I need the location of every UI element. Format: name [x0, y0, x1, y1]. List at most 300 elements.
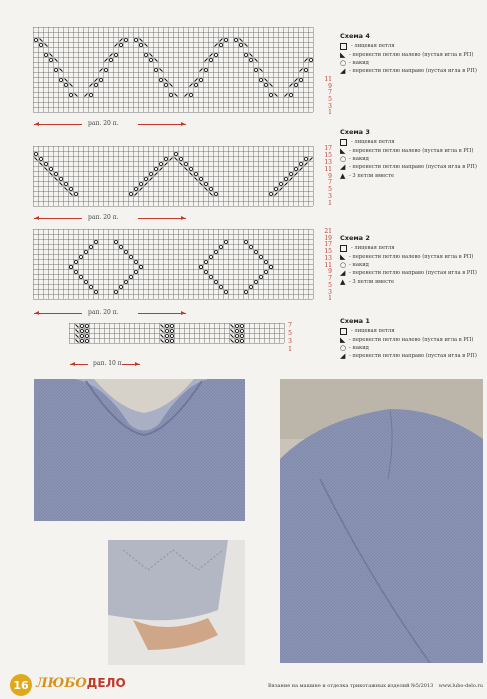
yarn-over-symbol — [85, 334, 88, 337]
legend-text: - перенести петлю направо (пустая игла в РП) — [349, 270, 477, 277]
scheme-2-rapport-arrow-right — [138, 313, 186, 314]
circle-icon: ○ — [340, 59, 347, 68]
yarn-over-symbol — [69, 187, 72, 190]
transfer-left-symbol — [76, 330, 79, 333]
transfer-right-symbol — [110, 54, 113, 57]
legend-text: - перенести петлю налево (пустая игла в РП) — [349, 148, 474, 154]
yarn-over-symbol — [194, 172, 197, 175]
yarn-over-symbol — [219, 285, 222, 288]
yarn-over-symbol — [84, 250, 87, 253]
legend-item — [340, 52, 482, 58]
row-number: 3 — [328, 288, 332, 296]
yarn-over-symbol — [240, 339, 243, 342]
yarn-over-symbol — [209, 255, 212, 258]
yarn-over-symbol — [194, 83, 197, 86]
transfer-right-symbol — [290, 178, 293, 181]
yarn-over-symbol — [85, 324, 88, 327]
yarn-over-symbol — [269, 93, 272, 96]
legend-text: - лицевая петля — [351, 43, 395, 49]
yarn-over-symbol — [209, 187, 212, 190]
yarn-over-symbol — [149, 58, 152, 61]
scheme-4-rapport: рап. 20 п. — [88, 120, 119, 127]
row-number: 11 — [324, 76, 332, 83]
yarn-over-symbol — [154, 167, 157, 170]
website-link[interactable]: www.lubo-delo.ru — [438, 683, 483, 689]
row-number: 17 — [324, 145, 332, 152]
row-number: 9 — [328, 172, 332, 180]
row-number: 7 — [328, 89, 332, 97]
yarn-over-symbol — [259, 78, 262, 81]
yarn-over-symbol — [124, 250, 127, 253]
scheme-2-chart — [33, 229, 314, 300]
scheme-2-rapport-arrow — [34, 313, 82, 314]
yarn-over-symbol — [169, 93, 172, 96]
scheme-1-row-numbers — [280, 323, 292, 355]
yarn-over-symbol — [59, 177, 62, 180]
transfer-left-symbol — [160, 69, 163, 72]
transfer-right-symbol — [100, 69, 103, 72]
yarn-over-symbol — [240, 324, 243, 327]
transfer-left-symbol — [60, 183, 63, 186]
yarn-over-symbol — [199, 177, 202, 180]
transfer-right-symbol — [280, 188, 283, 191]
scheme-3-row-numbers — [320, 146, 332, 208]
yarn-over-symbol — [189, 93, 192, 96]
yarn-over-symbol — [124, 280, 127, 283]
stitch-grid — [69, 323, 285, 344]
triple-icon: ▲ — [340, 171, 346, 180]
transfer-left-symbol — [190, 173, 193, 176]
yarn-over-symbol — [109, 58, 112, 61]
yarn-over-symbol — [214, 280, 217, 283]
row-number: 13 — [324, 158, 332, 166]
transfer-right-symbol — [160, 168, 163, 171]
transfer-left-symbol — [170, 84, 173, 87]
yarn-over-symbol — [119, 43, 122, 46]
yarn-over-symbol — [170, 324, 173, 327]
yarn-over-symbol — [254, 68, 257, 71]
yarn-over-symbol — [64, 182, 67, 185]
yarn-over-symbol — [69, 93, 72, 96]
yarn-over-symbol — [49, 58, 52, 61]
yarn-over-symbol — [289, 93, 292, 96]
row-number: 11 — [324, 165, 332, 173]
transfer-left-symbol — [75, 94, 78, 97]
transfer-right-symbol — [135, 193, 138, 196]
legend-text: - 3 петли вместе — [349, 172, 395, 179]
stitch-grid — [33, 229, 314, 300]
row-number: 9 — [328, 268, 332, 276]
yarn-over-symbol — [54, 68, 57, 71]
yarn-over-symbol — [284, 177, 287, 180]
yarn-over-symbol — [299, 162, 302, 165]
transfer-left-symbol — [240, 39, 243, 42]
yarn-over-symbol — [44, 53, 47, 56]
legend-item — [340, 254, 482, 260]
yarn-over-symbol — [134, 260, 137, 263]
yarn-over-symbol — [294, 167, 297, 170]
scheme-3-rapport-arrow — [34, 218, 82, 219]
circle-icon: ○ — [340, 155, 347, 164]
legend-text: - накид — [349, 156, 369, 163]
transfer-left-symbol — [231, 340, 234, 343]
transfer-right-symbol — [275, 193, 278, 196]
yarn-over-symbol — [289, 172, 292, 175]
transfer-right-symbol — [290, 84, 293, 87]
circle-icon: ○ — [340, 344, 347, 353]
yarn-over-symbol — [214, 53, 217, 56]
legend-text: - лицевая петля — [351, 328, 395, 334]
scheme-1-legend — [340, 317, 482, 362]
yarn-over-symbol — [165, 329, 168, 332]
stitch-grid — [33, 27, 314, 113]
square-icon — [340, 245, 347, 252]
transfer-left-symbol — [165, 79, 168, 82]
yarn-over-symbol — [119, 285, 122, 288]
scheme-4-legend — [340, 32, 482, 77]
footer-info — [268, 683, 483, 689]
yarn-over-symbol — [159, 78, 162, 81]
yarn-over-symbol — [204, 68, 207, 71]
row-number: 3 — [288, 338, 292, 345]
yarn-over-symbol — [114, 53, 117, 56]
triple-icon: ▲ — [340, 277, 346, 286]
yarn-over-symbol — [80, 324, 83, 327]
yarn-over-symbol — [80, 339, 83, 342]
transfer-left-symbol — [210, 193, 213, 196]
legend-item — [340, 328, 482, 335]
yarn-over-symbol — [264, 260, 267, 263]
scheme-title: Схема 4 — [340, 32, 370, 40]
legend-text: - 3 петли вместе — [349, 278, 395, 285]
row-number: 1 — [328, 295, 332, 303]
yarn-over-symbol — [34, 152, 37, 155]
transfer-left-symbol — [45, 168, 48, 171]
yarn-over-symbol — [54, 172, 57, 175]
yarn-over-symbol — [189, 167, 192, 170]
yarn-over-symbol — [129, 275, 132, 278]
transfer-left-symbol — [70, 84, 73, 87]
yarn-over-symbol — [234, 38, 237, 41]
scheme-4-row-numbers — [320, 77, 332, 117]
yarn-over-symbol — [259, 255, 262, 258]
transfer-right-symbol — [295, 79, 298, 82]
yarn-over-symbol — [144, 177, 147, 180]
transfer-left-symbol — [270, 84, 273, 87]
yarn-over-symbol — [244, 240, 247, 243]
yarn-over-symbol — [309, 58, 312, 61]
yarn-over-symbol — [79, 275, 82, 278]
scheme-1-rapport-arrow-right — [122, 364, 140, 365]
yarn-over-symbol — [94, 240, 97, 243]
row-number: 5 — [328, 281, 332, 289]
scheme-2-legend — [340, 234, 482, 287]
yarn-over-symbol — [204, 182, 207, 185]
yarn-over-symbol — [170, 334, 173, 337]
yarn-over-symbol — [134, 38, 137, 41]
row-number: 7 — [288, 322, 292, 329]
row-number: 3 — [328, 102, 332, 110]
row-number: 21 — [324, 228, 332, 235]
scheme-4-rapport-arrow-right — [138, 124, 186, 125]
transfer-right-symbol — [150, 178, 153, 181]
yarn-over-symbol — [84, 280, 87, 283]
scheme-1-rapport: рап. 10 п. — [93, 360, 124, 367]
scheme-title: Схема 1 — [340, 317, 370, 325]
transfer-right-symbol — [170, 158, 173, 161]
cuff-photo — [108, 540, 245, 665]
transfer-left-symbol — [35, 158, 38, 161]
yarn-over-symbol — [80, 329, 83, 332]
transfer-left-symbol — [76, 335, 79, 338]
transfer-left-symbol — [161, 330, 164, 333]
yarn-over-symbol — [134, 187, 137, 190]
page-number-badge: 16 — [10, 674, 32, 696]
transfer-left-symbol — [255, 59, 258, 62]
legend-text: - накид — [349, 262, 369, 269]
transfer-right-symbol — [220, 39, 223, 42]
transfer-left-symbol — [76, 340, 79, 343]
legend-item — [340, 279, 482, 285]
transfer-left-symbol — [60, 69, 63, 72]
transfer-right-symbol — [140, 188, 143, 191]
transfer-right-symbol — [190, 84, 193, 87]
legend-text: - перенести петлю налево (пустая игла в РП) — [349, 52, 474, 58]
yarn-over-symbol — [124, 38, 127, 41]
transfer-right-symbol — [95, 79, 98, 82]
yarn-over-symbol — [264, 270, 267, 273]
yarn-over-symbol — [249, 285, 252, 288]
transfer-right-symbol — [155, 173, 158, 176]
scheme-3-rapport-arrow-right — [138, 218, 186, 219]
square-icon — [340, 139, 347, 146]
row-number: 11 — [324, 261, 332, 269]
scheme-4-rapport-arrow — [34, 124, 82, 125]
transfer-right-symbol — [305, 163, 308, 166]
yarn-over-symbol — [85, 329, 88, 332]
yarn-over-symbol — [199, 78, 202, 81]
yarn-over-symbol — [209, 275, 212, 278]
yarn-over-symbol — [235, 339, 238, 342]
legend-text: - перенести петлю налево (пустая игла в РП) — [349, 254, 474, 260]
legend-text: - лицевая петля — [351, 139, 395, 145]
neckline-photo — [34, 379, 245, 521]
transfer-left-symbol — [40, 39, 43, 42]
yarn-over-symbol — [99, 78, 102, 81]
page-footer — [0, 670, 487, 699]
yarn-over-symbol — [134, 270, 137, 273]
scheme-2-rapport: рап. 20 п. — [88, 309, 119, 316]
scheme-3-legend — [340, 128, 482, 181]
stitch-grid — [33, 146, 314, 207]
yarn-over-symbol — [304, 68, 307, 71]
yarn-over-symbol — [254, 250, 257, 253]
row-number: 15 — [324, 151, 332, 159]
yarn-over-symbol — [244, 53, 247, 56]
yarn-over-symbol — [74, 260, 77, 263]
legend-text: - перенести петлю направо (пустая игла в РП) — [349, 164, 477, 171]
transfer-left-symbol — [50, 173, 53, 176]
yarn-over-symbol — [165, 339, 168, 342]
yarn-over-symbol — [279, 182, 282, 185]
yarn-over-symbol — [64, 83, 67, 86]
transfer-left-symbol — [65, 188, 68, 191]
transfer-left-symbol — [205, 188, 208, 191]
transfer-left-symbol — [161, 335, 164, 338]
right-slant-icon: ◢ — [340, 269, 346, 278]
transfer-left-symbol — [55, 59, 58, 62]
yarn-over-symbol — [94, 290, 97, 293]
yarn-over-symbol — [154, 68, 157, 71]
transfer-left-symbol — [231, 330, 234, 333]
yarn-over-symbol — [235, 324, 238, 327]
row-number: 3 — [328, 193, 332, 201]
yarn-over-symbol — [239, 43, 242, 46]
magazine-logo — [36, 676, 126, 691]
yarn-over-symbol — [249, 58, 252, 61]
transfer-left-symbol — [175, 158, 178, 161]
transfer-right-symbol — [205, 59, 208, 62]
legend-text: - накид — [349, 345, 369, 352]
legend-text: - перенести петлю налево (пустая игла в РП) — [349, 337, 474, 343]
legend-item — [340, 156, 482, 162]
scheme-1-chart — [69, 323, 285, 344]
transfer-left-symbol — [180, 163, 183, 166]
yarn-over-symbol — [224, 240, 227, 243]
row-number: 1 — [288, 346, 292, 353]
square-icon — [340, 328, 347, 335]
transfer-right-symbol — [310, 158, 313, 161]
yarn-over-symbol — [294, 83, 297, 86]
yarn-over-symbol — [224, 38, 227, 41]
yarn-over-symbol — [74, 192, 77, 195]
yarn-over-symbol — [74, 270, 77, 273]
legend-text: - лицевая петля — [351, 245, 395, 251]
yarn-over-symbol — [219, 43, 222, 46]
transfer-left-symbol — [161, 340, 164, 343]
transfer-right-symbol — [145, 183, 148, 186]
yarn-over-symbol — [259, 275, 262, 278]
logo-main: ЛЮБО — [36, 676, 87, 691]
logo-accent: ДЕЛО — [86, 676, 126, 690]
yarn-over-symbol — [129, 255, 132, 258]
scheme-4-chart — [33, 27, 314, 113]
yarn-over-symbol — [165, 324, 168, 327]
scheme-title: Схема 2 — [340, 234, 370, 242]
scheme-1-rapport-arrow — [70, 364, 88, 365]
transfer-right-symbol — [195, 79, 198, 82]
left-slant-icon: ◣ — [340, 253, 346, 261]
transfer-left-symbol — [185, 168, 188, 171]
transfer-left-symbol — [275, 94, 278, 97]
yarn-over-symbol — [235, 329, 238, 332]
row-number: 15 — [324, 248, 332, 256]
transfer-left-symbol — [50, 54, 53, 57]
legend-item — [340, 68, 482, 74]
row-number: 17 — [324, 241, 332, 249]
transfer-right-symbol — [105, 59, 108, 62]
transfer-left-symbol — [155, 59, 158, 62]
right-slant-icon: ◢ — [340, 67, 346, 76]
yarn-over-symbol — [299, 78, 302, 81]
legend-item — [340, 245, 482, 252]
yarn-over-symbol — [139, 265, 142, 268]
transfer-left-symbol — [231, 335, 234, 338]
yarn-over-symbol — [179, 157, 182, 160]
yarn-over-symbol — [235, 334, 238, 337]
yarn-over-symbol — [85, 339, 88, 342]
transfer-left-symbol — [140, 39, 143, 42]
legend-item — [340, 164, 482, 170]
yarn-over-symbol — [209, 58, 212, 61]
scheme-3-rapport: рап. 20 п. — [88, 214, 119, 221]
legend-item — [340, 270, 482, 276]
yarn-over-symbol — [39, 43, 42, 46]
yarn-over-symbol — [269, 192, 272, 195]
transfer-left-symbol — [145, 44, 148, 47]
row-number: 9 — [328, 82, 332, 90]
yarn-over-symbol — [184, 162, 187, 165]
transfer-right-symbol — [120, 39, 123, 42]
yarn-over-symbol — [204, 270, 207, 273]
yarn-over-symbol — [114, 240, 117, 243]
yarn-over-symbol — [199, 265, 202, 268]
yarn-over-symbol — [89, 285, 92, 288]
row-number: 13 — [324, 254, 332, 262]
yarn-over-symbol — [304, 157, 307, 160]
row-number: 7 — [328, 275, 332, 283]
square-icon — [340, 43, 347, 50]
transfer-left-symbol — [250, 54, 253, 57]
transfer-right-symbol — [210, 54, 213, 57]
transfer-right-symbol — [165, 163, 168, 166]
legend-item — [340, 148, 482, 154]
row-number: 19 — [324, 234, 332, 242]
shoulder-photo — [280, 379, 483, 663]
transfer-left-symbol — [200, 183, 203, 186]
transfer-right-symbol — [115, 44, 118, 47]
transfer-left-symbol — [45, 44, 48, 47]
yarn-over-symbol — [59, 78, 62, 81]
yarn-over-symbol — [165, 334, 168, 337]
scheme-2-row-numbers — [320, 229, 332, 303]
circle-icon: ○ — [340, 261, 347, 270]
legend-text: - перенести петлю направо (пустая игла в РП) — [349, 68, 477, 75]
yarn-over-symbol — [249, 245, 252, 248]
yarn-over-symbol — [69, 265, 72, 268]
row-number: 1 — [328, 109, 332, 117]
transfer-left-symbol — [55, 178, 58, 181]
yarn-over-symbol — [240, 329, 243, 332]
yarn-over-symbol — [89, 93, 92, 96]
transfer-left-symbol — [161, 325, 164, 328]
right-slant-icon: ◢ — [340, 352, 346, 361]
scheme-title: Схема 3 — [340, 128, 370, 136]
yarn-over-symbol — [224, 290, 227, 293]
yarn-over-symbol — [114, 290, 117, 293]
yarn-over-symbol — [244, 290, 247, 293]
scheme-3-chart — [33, 146, 314, 207]
transfer-left-symbol — [40, 163, 43, 166]
transfer-right-symbol — [90, 84, 93, 87]
legend-item — [340, 353, 482, 359]
transfer-left-symbol — [265, 79, 268, 82]
yarn-over-symbol — [139, 182, 142, 185]
left-slant-icon: ◣ — [340, 147, 346, 155]
transfer-left-symbol — [245, 44, 248, 47]
legend-text: - накид — [349, 60, 369, 67]
yarn-over-symbol — [164, 83, 167, 86]
